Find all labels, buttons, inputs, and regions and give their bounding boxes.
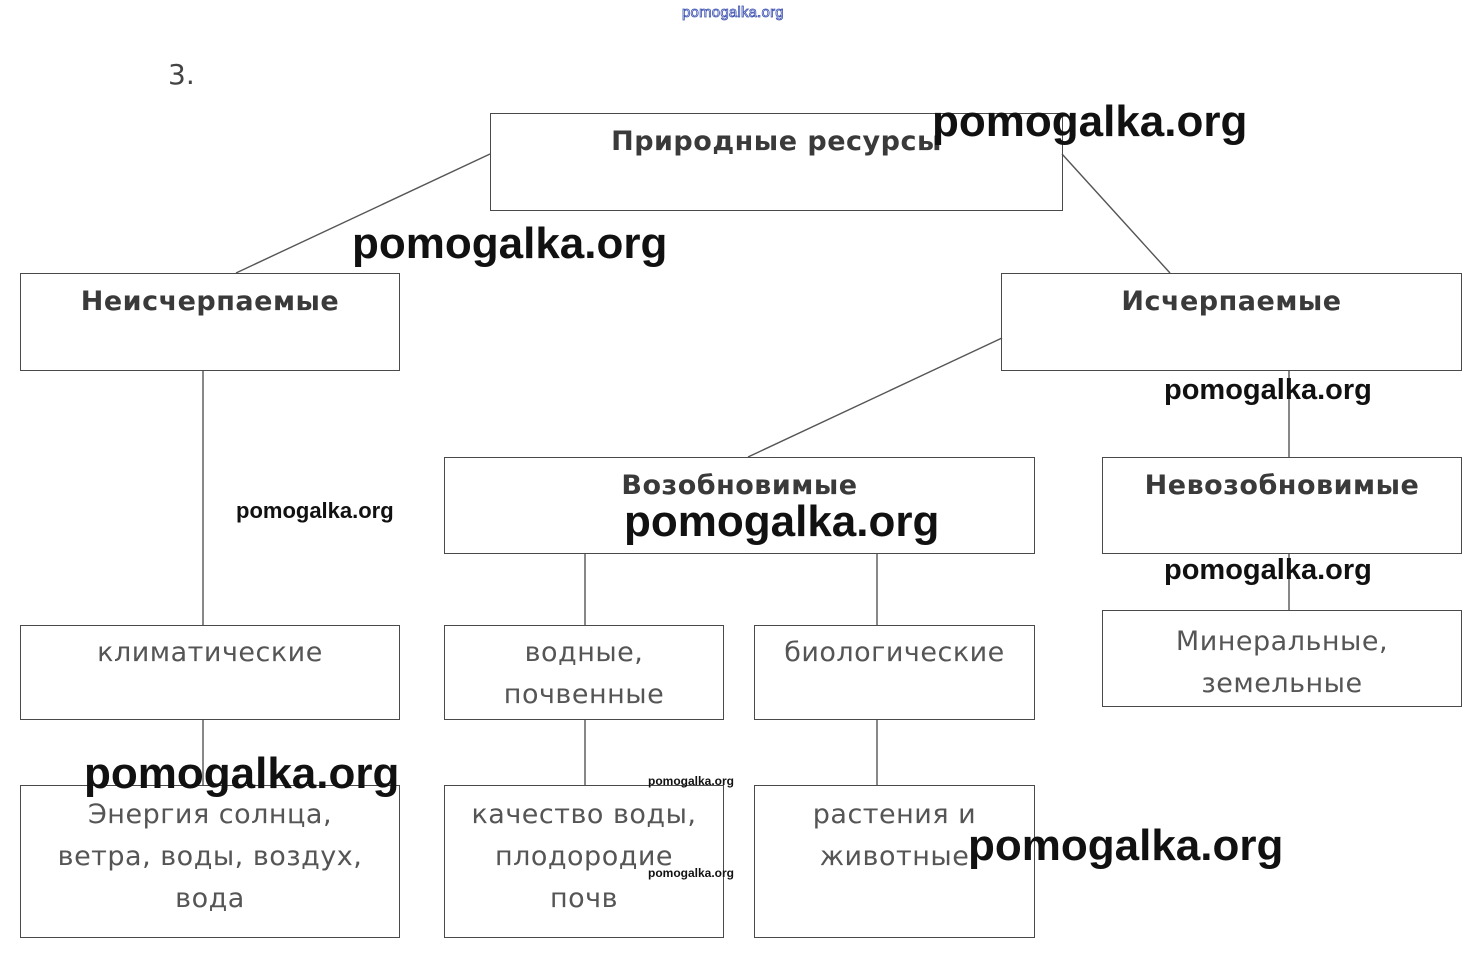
watermark: pomogalka.org: [1164, 374, 1372, 406]
node-label: растения и животные: [812, 799, 977, 872]
node-label: Невозобновимые: [1144, 470, 1420, 501]
node-water-soil-example: [444, 785, 724, 938]
node-inexhaustible: [20, 273, 400, 371]
node-exhaustible: [1001, 273, 1462, 371]
source-watermark: pomogalka.org: [682, 4, 784, 21]
connector-root-exhaustible: [1062, 154, 1170, 273]
connector-exhaustible-renewable: [748, 338, 1002, 457]
node-climatic-example: [20, 785, 400, 938]
exercise-number: 3.: [168, 58, 195, 91]
node-label: Природные ресурсы: [611, 126, 942, 157]
node-climatic: [20, 625, 400, 720]
watermark: pomogalka.org: [932, 97, 1248, 146]
node-label: Минеральные, земельные: [1175, 626, 1389, 699]
watermark: pomogalka.org: [352, 219, 668, 268]
watermark: pomogalka.org: [1164, 554, 1372, 586]
node-nonrenewable: [1102, 457, 1462, 554]
watermark: pomogalka.org: [648, 866, 735, 880]
node-minerals: [1102, 610, 1462, 707]
node-label: Энергия солнца, ветра, воды, воздух, вода: [57, 799, 363, 914]
watermark: pomogalka.org: [968, 821, 1284, 870]
watermark: pomogalka.org: [236, 498, 394, 523]
watermark: pomogalka.org: [84, 749, 400, 798]
watermark: pomogalka.org: [648, 774, 735, 788]
node-label: климатические: [97, 637, 323, 668]
watermark: pomogalka.org: [624, 497, 940, 546]
node-label: Исчерпаемые: [1121, 286, 1342, 317]
node-label: качество воды, плодородие почв: [471, 799, 697, 914]
node-label: биологические: [784, 637, 1005, 668]
node-water-soil: [444, 625, 724, 720]
node-label: водные, почвенные: [503, 637, 665, 710]
node-biological: [754, 625, 1035, 720]
node-label: Возобновимые: [621, 470, 858, 501]
node-label: Неисчерпаемые: [80, 286, 340, 317]
